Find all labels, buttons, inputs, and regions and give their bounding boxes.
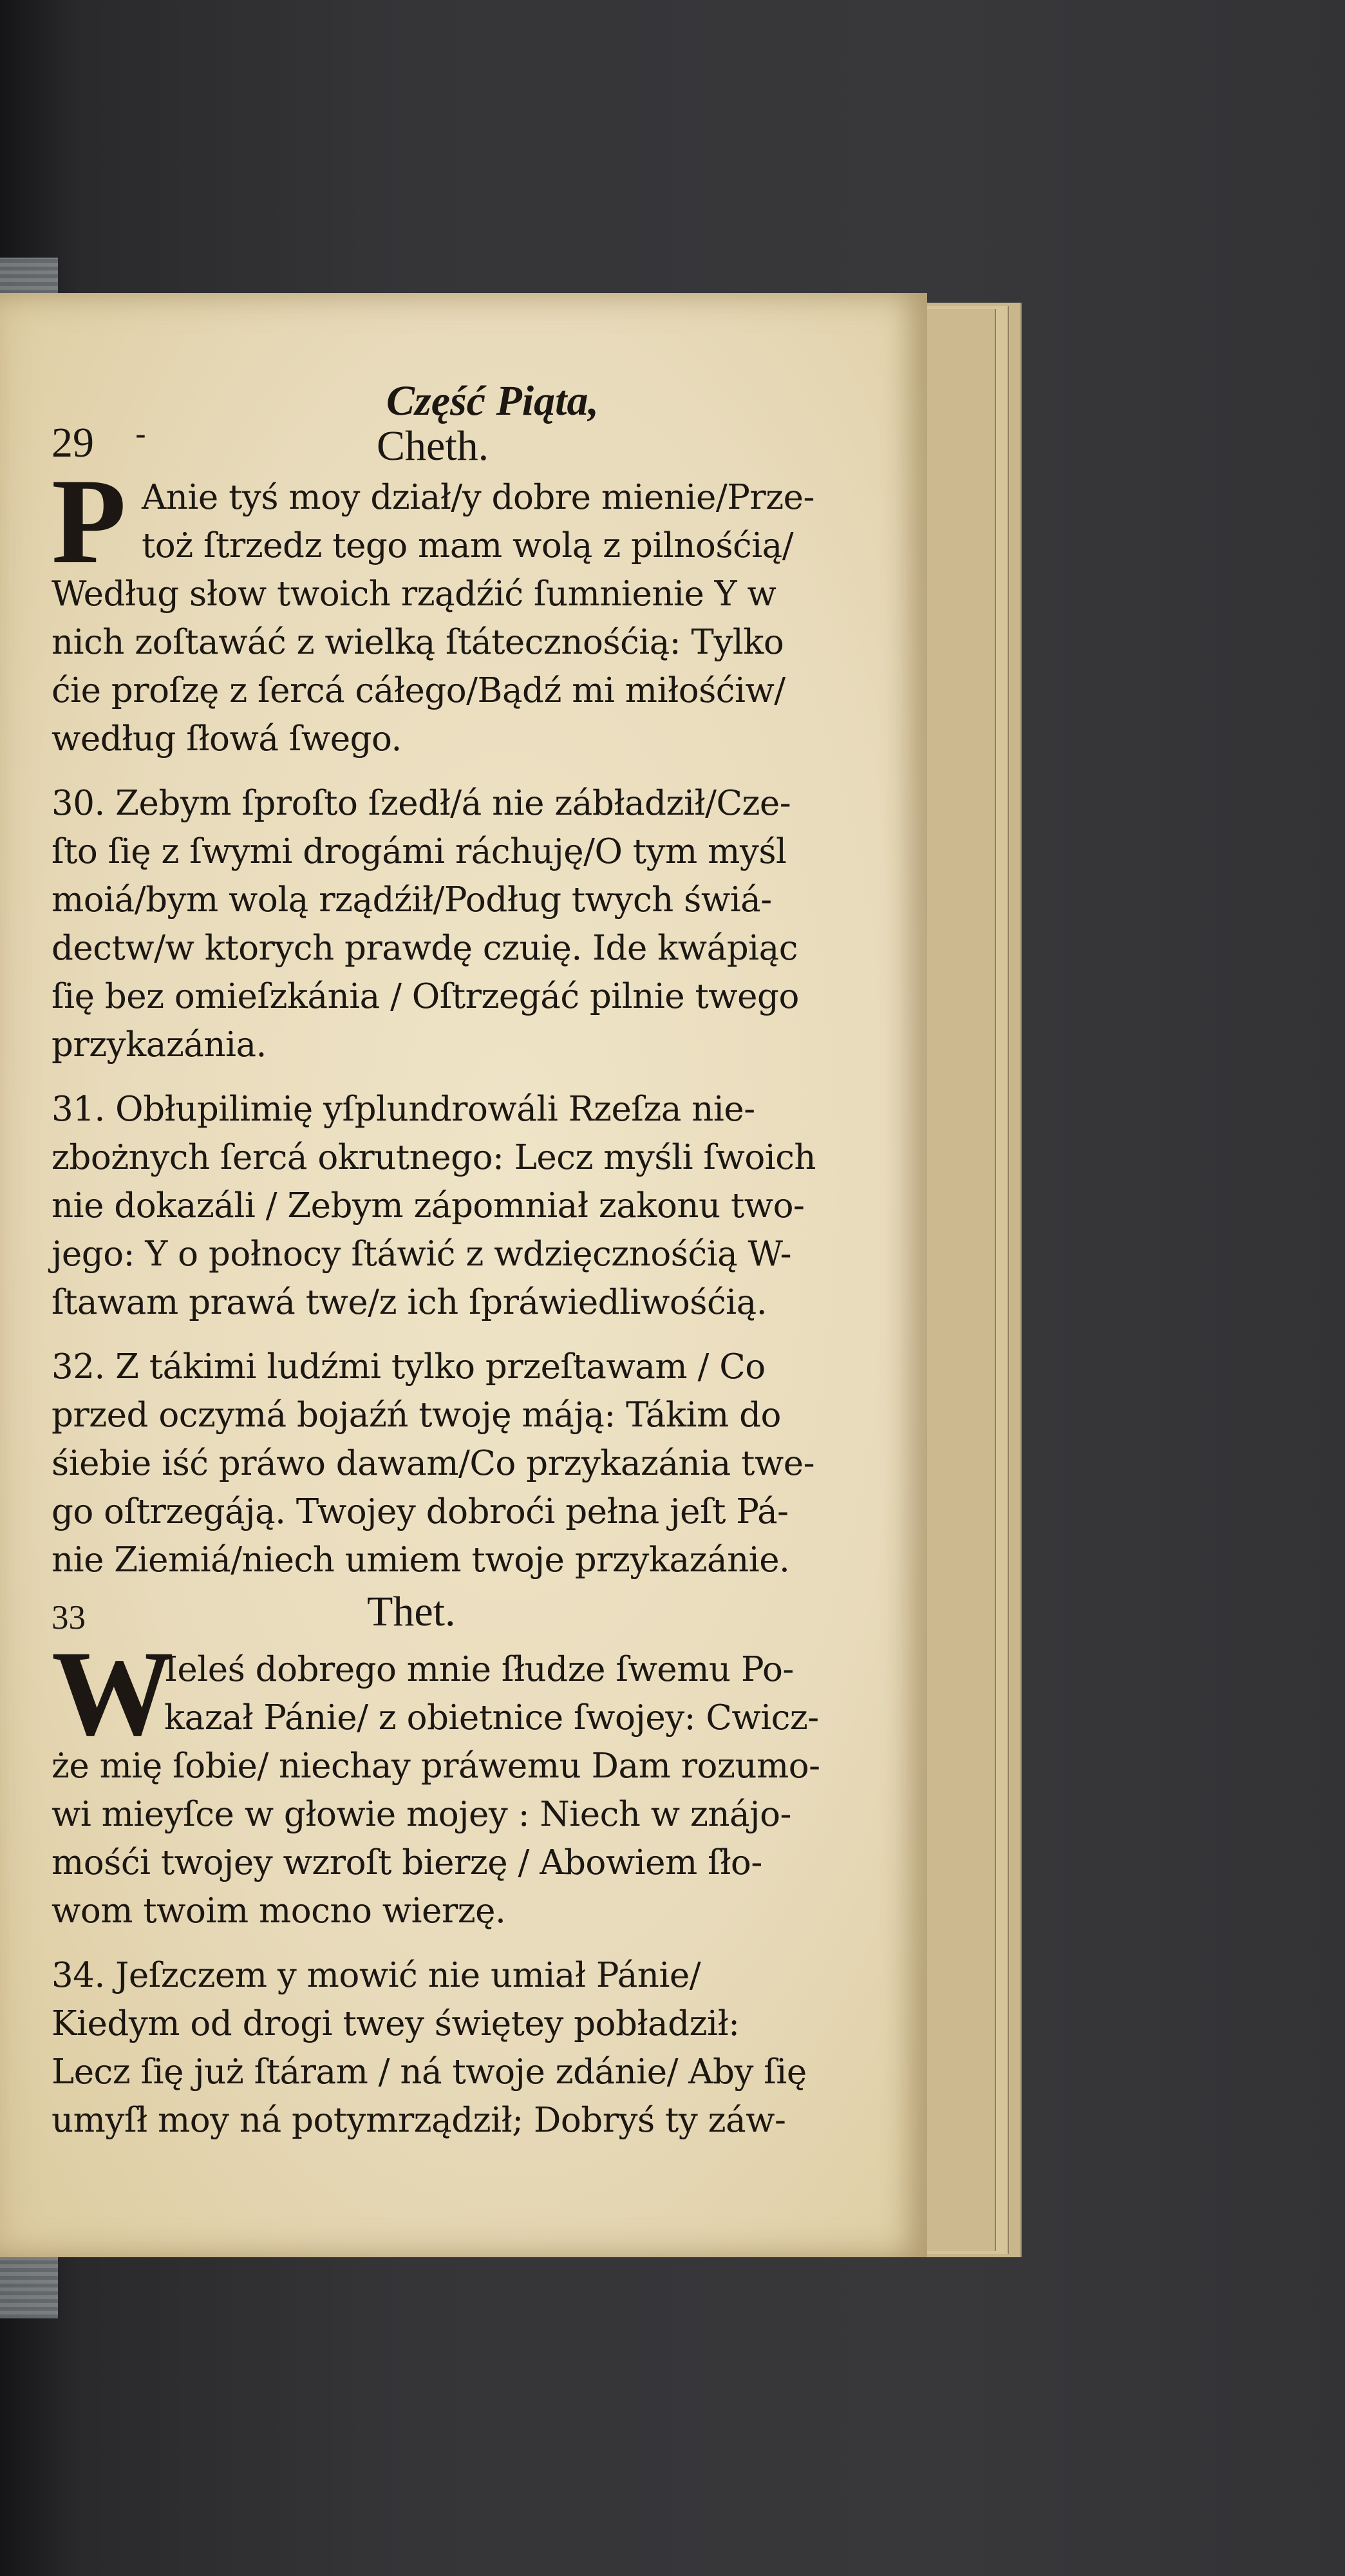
verse-number: 33 <box>52 1599 86 1636</box>
text-line: 31. Obłupilimię yſplundrowáli Rzeſza nie- <box>52 1090 755 1129</box>
drop-cap-w: W <box>52 1626 174 1761</box>
text-line: 30. Zebym ſproſto ſzedł/á nie zábładził/Cze- <box>52 784 791 823</box>
text-line: 34. Jeſzczem y mowić nie umiał Pánie/ <box>52 1956 701 1995</box>
text-line: Anie tyś moy dział/y dobre mienie/Prze- <box>142 478 814 517</box>
text-line: Według słow twoich rządźić ſumnienie Y w <box>52 574 776 614</box>
text-line: przykazánia. <box>52 1025 267 1065</box>
text-line: 32. Z tákimi ludźmi tylko przeſtawam / Co <box>52 1347 766 1387</box>
text-line: nie Ziemiá/niech umiem twoje przykazánie. <box>52 1540 790 1580</box>
text-line: mośći twojey wzroſt bierzę / Abowiem ſło- <box>52 1843 762 1882</box>
section-title-thet: Thet. <box>367 1588 456 1635</box>
text-line: Lecz ſię już ſtáram / ná twoje zdánie/ Aby ſię <box>52 2052 807 2092</box>
text-line: wom twoim mocno wierzę. <box>52 1891 506 1931</box>
text-line: umyſł moy ná potymrządził; Dobryś ty záw- <box>52 2101 786 2140</box>
section-title-cheth: Cheth. <box>377 422 489 469</box>
header-mark: - <box>135 415 146 453</box>
text-line: Kiedym od drogi twey świętey pobładził: <box>52 2004 740 2043</box>
text-line: wi mieyſce w głowie mojey : Niech w znájo- <box>52 1795 791 1834</box>
book-page <box>0 293 927 2257</box>
text-line: jego: Y o połnocy ſtáwić z wdzięcznośćią W- <box>52 1235 792 1274</box>
text-line: ſtawam prawá twe/z ich ſpráwiedliwośćią. <box>52 1283 767 1322</box>
text-line: śiebie iść práwo dawam/Co przykazánia twe- <box>52 1444 815 1483</box>
drop-cap-p: P <box>52 454 127 589</box>
text-line: nich zoſtawáć z wielką ſtátecznośćią: Tylko <box>52 623 784 662</box>
text-line: moiá/bym wolą rządźił/Podług twych świá- <box>52 880 772 920</box>
text-line: toż ſtrzedz tego mam wolą z pilnośćią/ <box>142 526 794 565</box>
page-number: 29 <box>52 419 94 466</box>
text-line: Ieleś dobrego mnie ſłudze ſwemu Po- <box>164 1650 794 1689</box>
text-line: że mię ſobie/ niechay práwemu Dam rozumo- <box>52 1747 820 1786</box>
text-line: ćie proſzę z ſercá cáłego/Bądź mi miłośćiw/ <box>52 671 785 710</box>
text-line: go oſtrzegáją. Twojey dobroći pełna jeſt Pá- <box>52 1492 789 1531</box>
running-head: Część Piąta, <box>386 377 599 424</box>
text-line: ſię bez omieſzkánia / Oſtrzegáć pilnie twego <box>52 977 799 1016</box>
text-line: nie dokazáli / Zebym zápomniał zakonu two- <box>52 1186 805 1226</box>
text-line: dectw/w ktorych prawdę czuię. Ide kwápiąc <box>52 929 798 968</box>
text-line: ſto ſię z ſwymi drogámi ráchuję/O tym myśl <box>52 832 787 871</box>
text-line: kazał Pánie/ z obietnice ſwojey: Cwicz- <box>164 1698 819 1738</box>
text-line: zbożnych ſercá okrutnego: Lecz myśli ſwoich <box>52 1138 816 1177</box>
text-line: przed oczymá bojaźń twoję máją: Tákim do <box>52 1396 781 1435</box>
text-line: według ſłowá ſwego. <box>52 719 402 759</box>
